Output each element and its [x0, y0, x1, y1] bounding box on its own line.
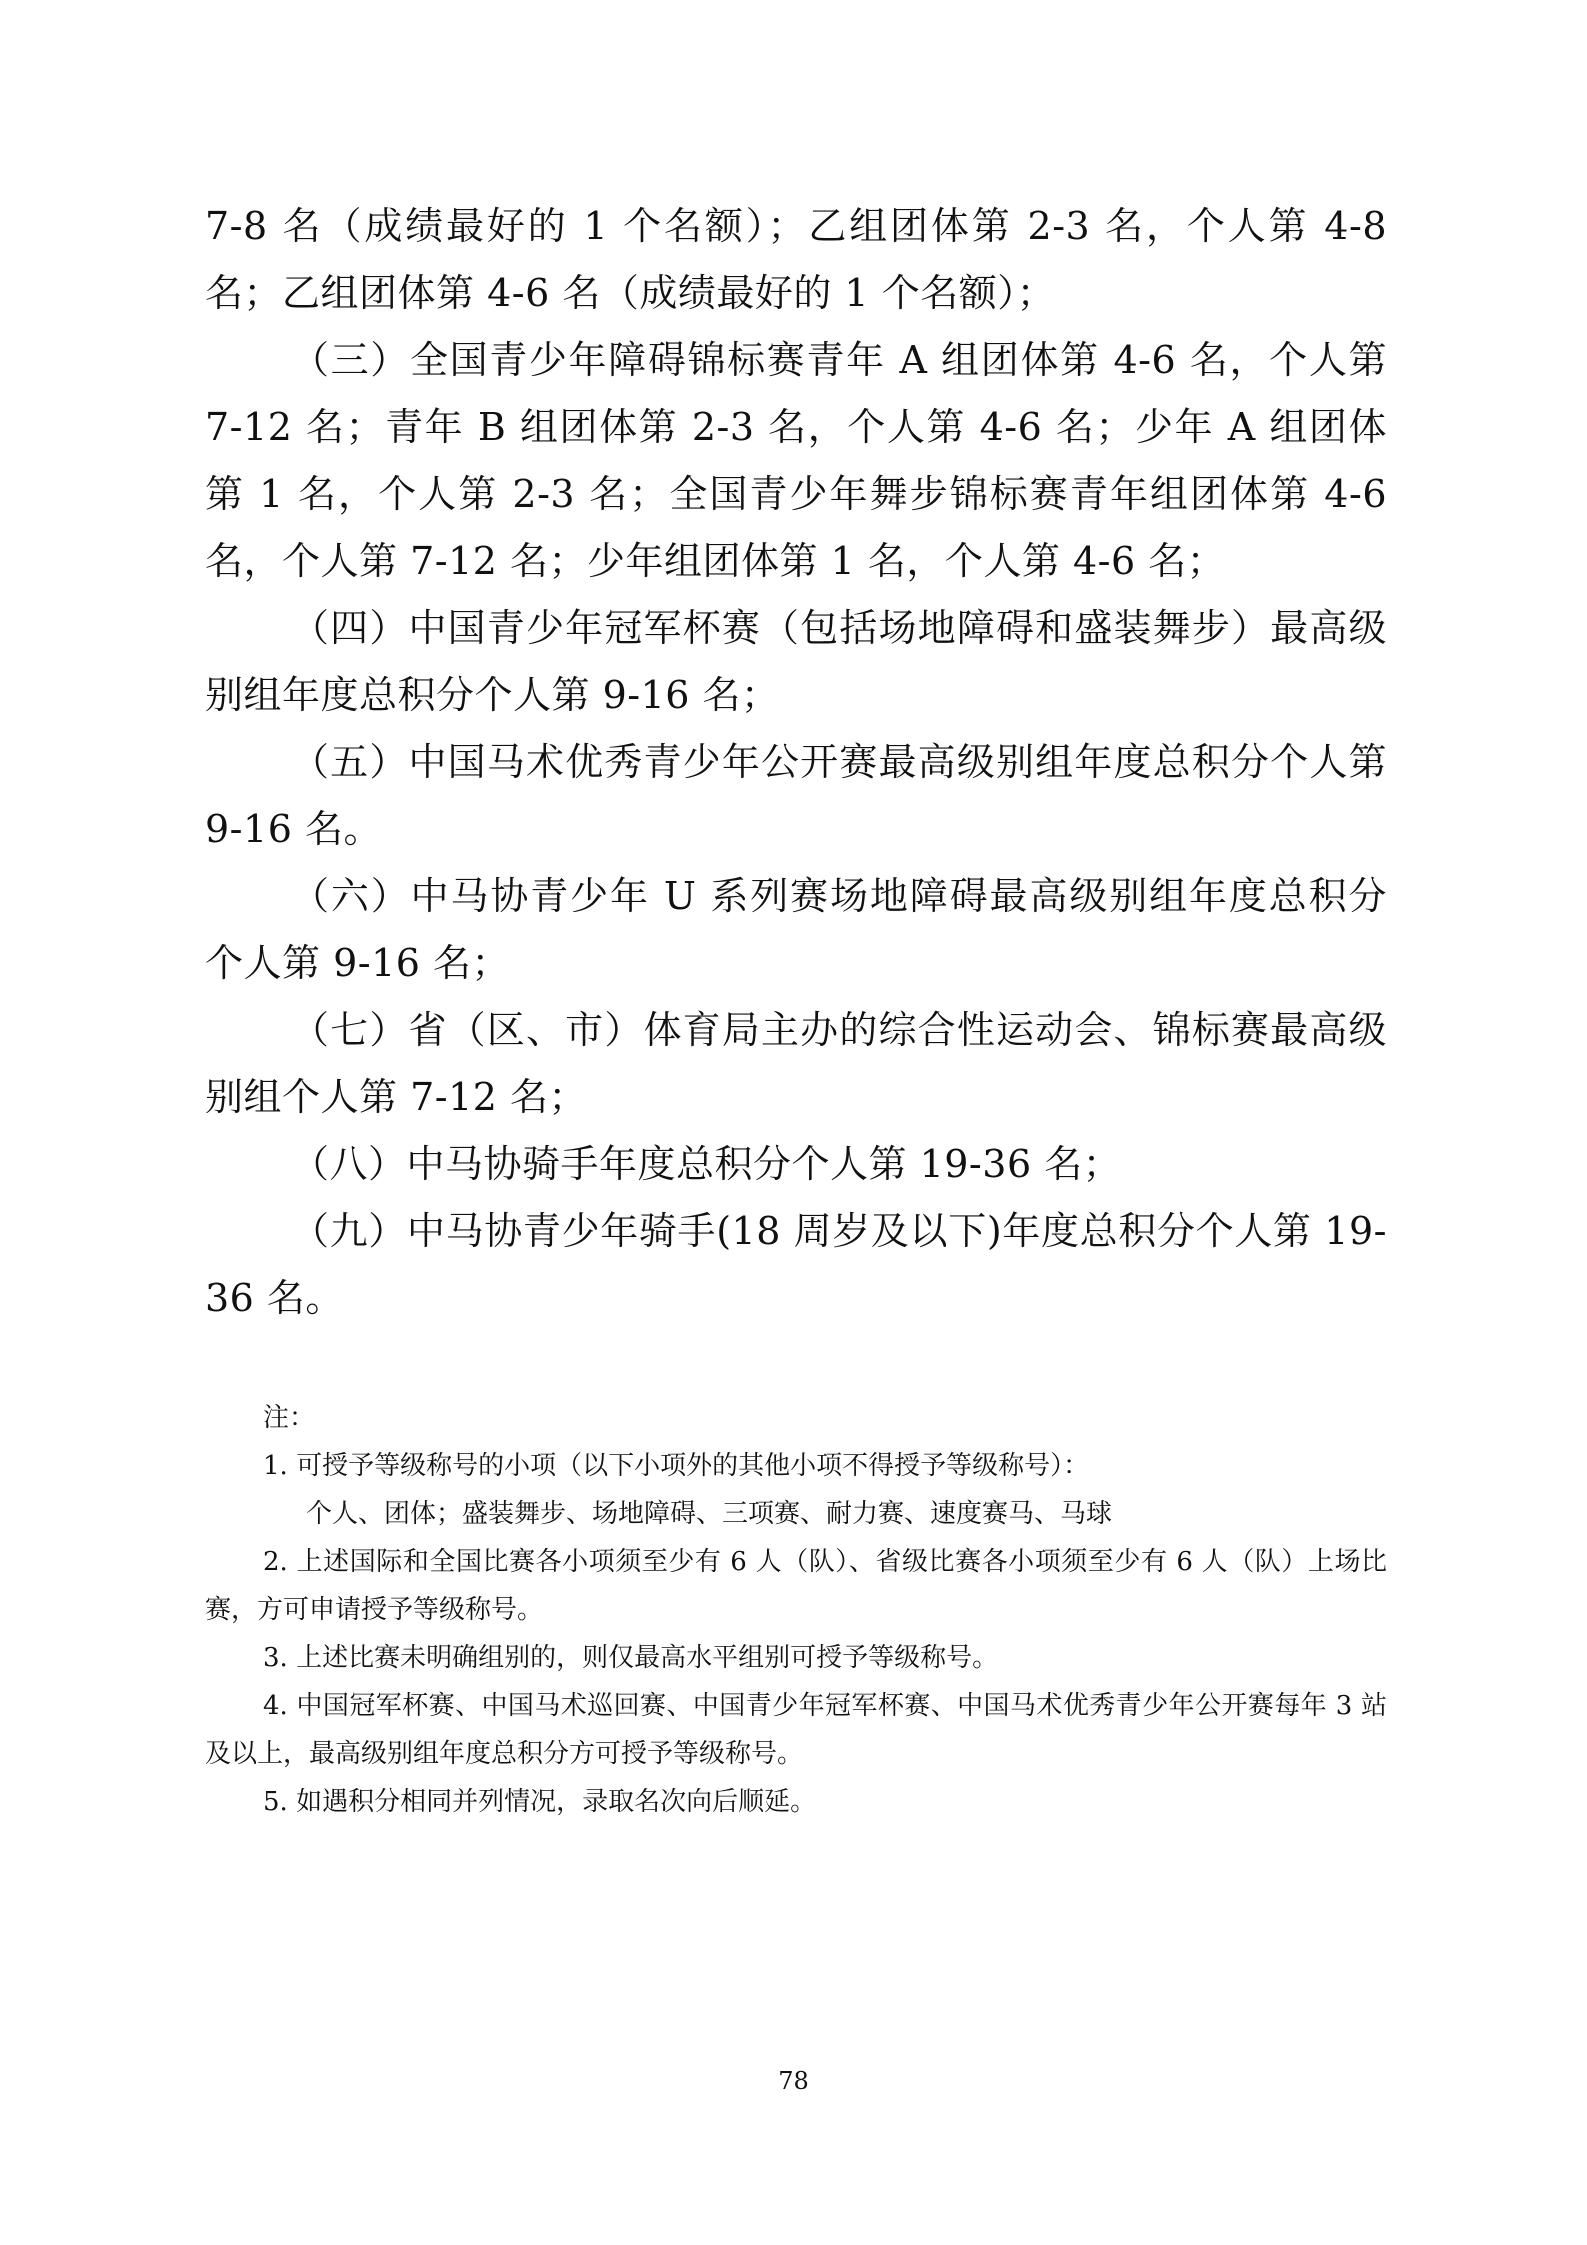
- main-text: [205, 193, 1387, 1332]
- notes-section: [205, 1394, 1387, 1826]
- notes-heading: 注：: [263, 1403, 316, 1433]
- paragraph-item-4: （四）中国青少年冠军杯赛（包括场地障碍和盛装舞步）最高级别组年度总积分个人第 9-16 名；: [205, 606, 1387, 717]
- note-item-2: 2. 上述国际和全国比赛各小项须至少有 6 人（队）、省级比赛各小项须至少有 6 人（队）上场比赛，方可申请授予等级称号。: [205, 1547, 1387, 1625]
- paragraph-continuation: 7-8 名（成绩最好的 1 个名额）；乙组团体第 2-3 名，个人第 4-8 名；乙组团体第 4-6 名（成绩最好的 1 个名额）；: [205, 204, 1387, 315]
- note-item-1: 1. 可授予等级称号的小项（以下小项外的其他小项不得授予等级称号）：: [263, 1451, 1090, 1481]
- page-number: 78: [778, 2067, 809, 2095]
- note-item-4: 4. 中国冠军杯赛、中国马术巡回赛、中国青少年冠军杯赛、中国马术优秀青少年公开赛每年 3 站及以上，最高级别组年度总积分方可授予等级称号。: [205, 1691, 1387, 1769]
- note-item-5: 5. 如遇积分相同并列情况，录取名次向后顺延。: [263, 1787, 817, 1817]
- note-item-3: 3. 上述比赛未明确组别的，则仅最高水平组别可授予等级称号。: [263, 1643, 999, 1673]
- paragraph-item-6: （六）中马协青少年 U 系列赛场地障碍最高级别组年度总积分个人第 9-16 名；: [205, 874, 1387, 985]
- paragraph-item-7: （七）省（区、市）体育局主办的综合性运动会、锦标赛最高级别组个人第 7-12 名；: [205, 1008, 1387, 1119]
- paragraph-item-9: （九）中马协青少年骑手(18 周岁及以下)年度总积分个人第 19-36 名。: [205, 1209, 1387, 1320]
- paragraph-item-8: （八）中马协骑手年度总积分个人第 19-36 名；: [291, 1142, 1122, 1186]
- paragraph-item-3: （三）全国青少年障碍锦标赛青年 A 组团体第 4-6 名，个人第 7-12 名；青年 B 组团体第 2-3 名，个人第 4-6 名；少年 A 组团体第 1 名，个人第 2-3 名；全国青少年舞步锦标赛青年组团体第 4-6 名，个人第 7-12 名；少年组团体第 1 名，个人第 4-6 名；: [205, 338, 1387, 583]
- note-item-1-list: 个人、团体；盛装舞步、场地障碍、三项赛、耐力赛、速度赛马、马球: [306, 1499, 1113, 1529]
- paragraph-item-5: （五）中国马术优秀青少年公开赛最高级别组年度总积分个人第 9-16 名。: [205, 740, 1387, 851]
